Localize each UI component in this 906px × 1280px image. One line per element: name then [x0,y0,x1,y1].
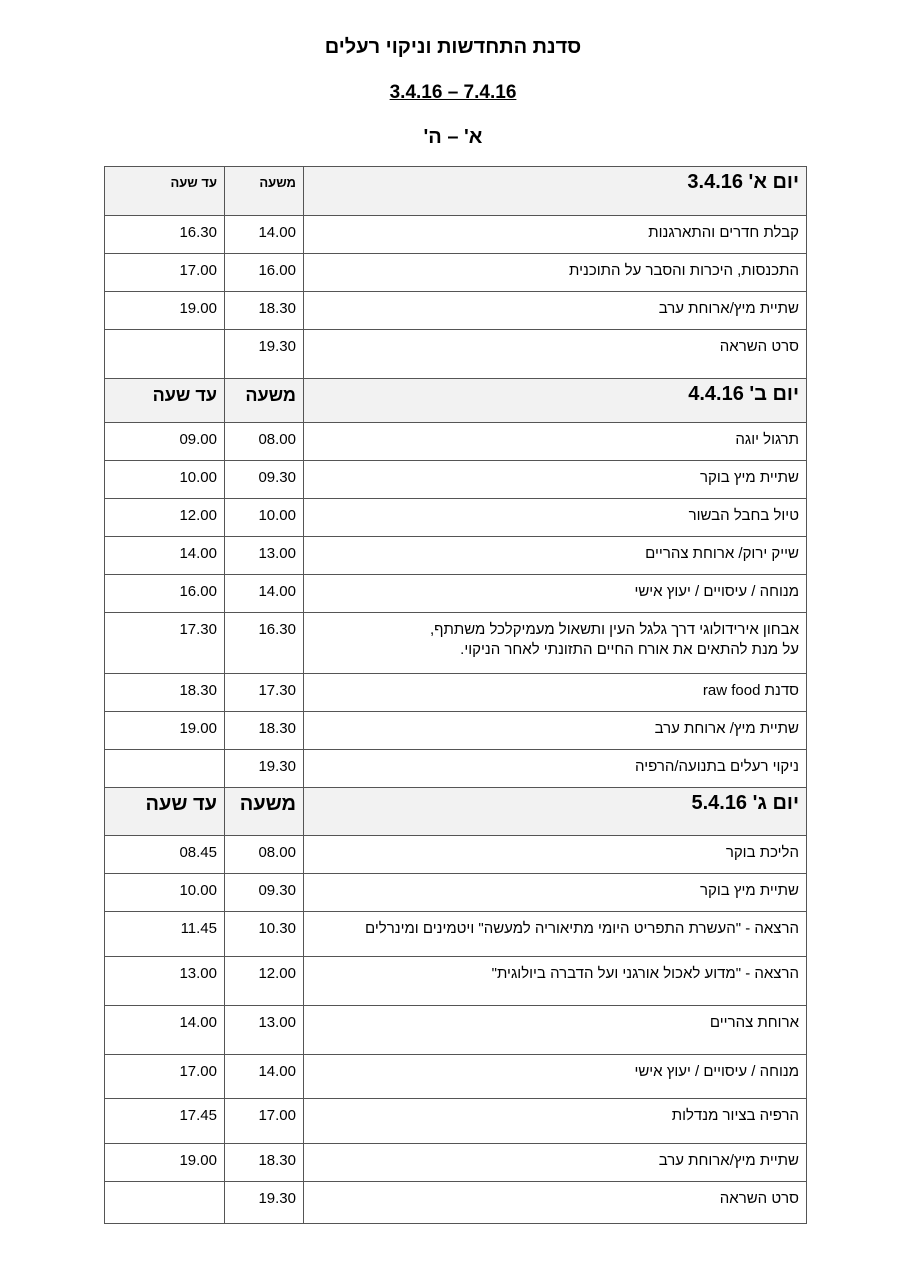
table-row [105,1144,807,1182]
activity-cell: הרצאה - "מדוע לאכול אורגני ועל הדברה ביולוגית" [304,957,807,1006]
activity-cell [304,613,807,674]
to-cell: 10.00 [105,461,225,499]
table-row [105,216,807,254]
to-cell [105,750,225,788]
table-row [105,1055,807,1099]
activity-cell: הליכת בוקר [304,836,807,874]
from-cell: 18.30 [225,1144,304,1182]
table-row [105,499,807,537]
to-column-header: עד שעה [105,167,225,216]
to-cell: 09.00 [105,423,225,461]
to-cell: 16.30 [105,216,225,254]
to-cell: 17.00 [105,254,225,292]
to-cell: 19.00 [105,1144,225,1182]
activity-cell: סרט השראה [304,1182,807,1224]
activity-cell: הרצאה - "העשרת התפריט היומי מתיאוריה למעשה" ויטמינים ומינרלים [304,912,807,957]
day-heading: יום א' 3.4.16 [304,167,807,216]
activity-cell: שתיית מיץ בוקר [304,461,807,499]
day-header-row [105,788,807,836]
table-row [105,750,807,788]
from-cell: 10.30 [225,912,304,957]
activity-cell: התכנסות, היכרות והסבר על התוכנית [304,254,807,292]
activity-cell: שתיית מיץ/ארוחת ערב [304,1144,807,1182]
table-row [105,1182,807,1224]
activity-cell: שייק ירוק/ ארוחת צהריים [304,537,807,575]
day-range: א' – ה' [423,126,483,148]
table-row [105,292,807,330]
to-cell: 16.00 [105,575,225,613]
activity-cell: טיול בחבל הבשור [304,499,807,537]
activity-cell: מנוחה / עיסויים / יעוץ אישי [304,575,807,613]
to-cell: 19.00 [105,712,225,750]
table-row [105,575,807,613]
from-cell: 09.30 [225,461,304,499]
activity-line: על מנת להתאים את אורח החיים התזונתי לאחר הניקוי. [460,641,799,658]
table-row [105,674,807,712]
to-cell: 18.30 [105,674,225,712]
to-cell: 13.00 [105,957,225,1006]
table-row [105,254,807,292]
to-cell: 17.00 [105,1055,225,1099]
activity-cell: הרפיה בציור מנדלות [304,1099,807,1144]
from-column-header: משעה [225,167,304,216]
table-row [105,712,807,750]
from-column-header: משעה [225,379,304,423]
activity-cell: שתיית מיץ בוקר [304,874,807,912]
schedule-table [104,166,807,1224]
from-cell: 14.00 [225,1055,304,1099]
date-range: 3.4.16 – 7.4.16 [389,82,517,103]
from-cell: 08.00 [225,836,304,874]
activity-cell: מנוחה / עיסויים / יעוץ אישי [304,1055,807,1099]
activity-cell: סרט השראה [304,330,807,379]
table-row [105,1006,807,1055]
from-cell: 13.00 [225,537,304,575]
from-cell: 14.00 [225,216,304,254]
to-cell: 14.00 [105,537,225,575]
from-cell: 18.30 [225,292,304,330]
activity-cell: תרגול יוגה [304,423,807,461]
activity-cell: קבלת חדרים והתארגנות [304,216,807,254]
from-cell: 13.00 [225,1006,304,1055]
to-cell: 10.00 [105,874,225,912]
from-cell: 19.30 [225,750,304,788]
from-cell: 09.30 [225,874,304,912]
to-cell: 19.00 [105,292,225,330]
to-cell [105,330,225,379]
table-row [105,461,807,499]
to-column-header: עד שעה [105,788,225,836]
to-cell: 17.30 [105,613,225,674]
from-cell: 10.00 [225,499,304,537]
table-row [105,613,807,674]
from-cell: 16.30 [225,613,304,674]
table-row [105,836,807,874]
to-column-header: עד שעה [105,379,225,423]
page-title: סדנת התחדשות וניקוי רעלים [324,36,582,58]
from-cell: 17.30 [225,674,304,712]
activity-cell: שתיית מיץ/ ארוחת ערב [304,712,807,750]
table-row [105,874,807,912]
table-row [105,330,807,379]
table-row [105,912,807,957]
activity-cell: ניקוי רעלים בתנועה/הרפיה [304,750,807,788]
activity-cell: ארוחת צהריים [304,1006,807,1055]
day-heading: יום ב' 4.4.16 [304,379,807,423]
from-column-header: משעה [225,788,304,836]
from-cell: 19.30 [225,330,304,379]
activity-cell: סדנת raw food [304,674,807,712]
activity-line: אבחון אירידולוגי דרך גלגל העין ותשאול מעמיקלכל משתתף, [430,621,799,638]
from-cell: 08.00 [225,423,304,461]
table-row [105,957,807,1006]
to-cell: 11.45 [105,912,225,957]
from-cell: 19.30 [225,1182,304,1224]
day-header-row [105,379,807,423]
to-cell: 17.45 [105,1099,225,1144]
from-cell: 17.00 [225,1099,304,1144]
to-cell: 08.45 [105,836,225,874]
to-cell: 14.00 [105,1006,225,1055]
day-header-row [105,167,807,216]
table-row [105,537,807,575]
from-cell: 18.30 [225,712,304,750]
to-cell [105,1182,225,1224]
to-cell: 12.00 [105,499,225,537]
table-row [105,423,807,461]
from-cell: 16.00 [225,254,304,292]
activity-cell: שתיית מיץ/ארוחת ערב [304,292,807,330]
table-row [105,1099,807,1144]
day-heading: יום ג' 5.4.16 [304,788,807,836]
from-cell: 14.00 [225,575,304,613]
from-cell: 12.00 [225,957,304,1006]
